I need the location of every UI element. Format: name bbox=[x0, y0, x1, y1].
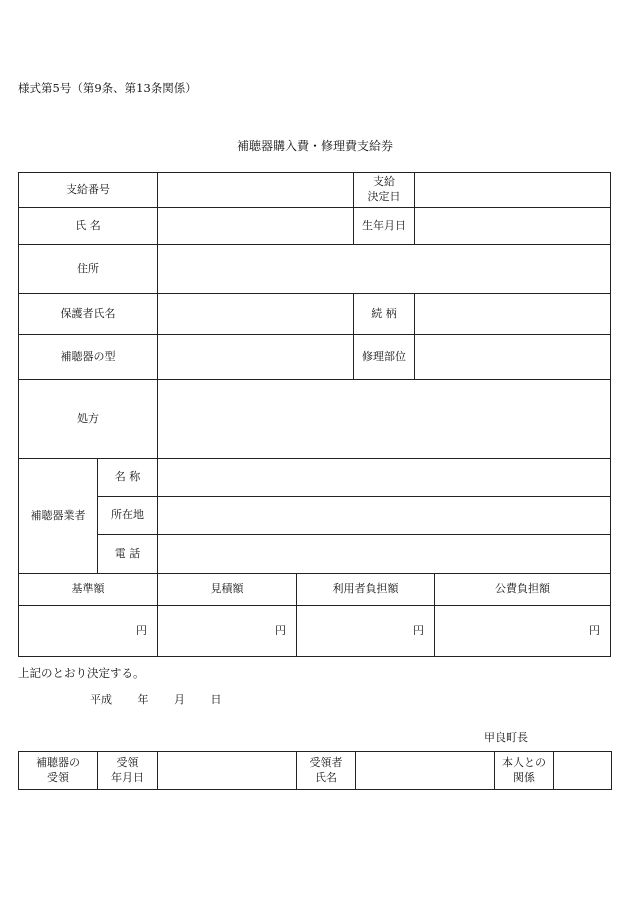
standard-amount-label: 基準額 bbox=[18, 573, 158, 606]
name-field[interactable] bbox=[157, 207, 354, 245]
relationship-field[interactable] bbox=[414, 293, 611, 335]
receiver-name-field[interactable] bbox=[355, 751, 495, 790]
user-burden-label: 利用者負担額 bbox=[296, 573, 435, 606]
yen-unit: 円 bbox=[275, 623, 286, 637]
vendor-name-field[interactable] bbox=[157, 458, 611, 497]
year-label: 年 bbox=[137, 693, 149, 706]
guardian-name-label: 保護者氏名 bbox=[18, 293, 158, 335]
repair-part-field[interactable] bbox=[414, 334, 611, 380]
name-label: 氏 名 bbox=[18, 207, 158, 245]
guardian-name-field[interactable] bbox=[157, 293, 354, 335]
prescription-field[interactable] bbox=[157, 379, 611, 459]
estimate-amount-field[interactable] bbox=[157, 605, 297, 657]
payment-number-field[interactable] bbox=[157, 172, 354, 208]
public-burden-label: 公費負担額 bbox=[434, 573, 611, 606]
receiver-name-label: 受領者 氏名 bbox=[296, 751, 356, 790]
vendor-location-label: 所在地 bbox=[97, 496, 158, 535]
yen-unit: 円 bbox=[413, 623, 424, 637]
address-label: 住所 bbox=[18, 244, 158, 294]
repair-part-label: 修理部位 bbox=[353, 334, 415, 380]
decision-date-label: 支給 決定日 bbox=[353, 172, 415, 208]
day-label: 日 bbox=[210, 693, 222, 706]
relationship-to-person-label: 本人との 関係 bbox=[494, 751, 554, 790]
vendor-phone-label: 電 話 bbox=[97, 534, 158, 574]
document-title: 補聴器購入費・修理費支給券 bbox=[236, 139, 393, 153]
era-label: 平成 bbox=[90, 693, 112, 706]
hearing-aid-type-label: 補聴器の型 bbox=[18, 334, 158, 380]
public-burden-field[interactable] bbox=[434, 605, 611, 657]
vendor-label: 補聴器業者 bbox=[18, 458, 98, 574]
receipt-date-field[interactable] bbox=[157, 751, 297, 790]
decision-statement: 上記のとおり決定する。 bbox=[18, 666, 145, 680]
birthdate-field[interactable] bbox=[414, 207, 611, 245]
issuer-name: 甲良町長 bbox=[484, 731, 528, 744]
received-label: 補聴器の 受領 bbox=[18, 751, 98, 790]
birthdate-label: 生年月日 bbox=[353, 207, 415, 245]
vendor-location-field[interactable] bbox=[157, 496, 611, 535]
decision-date-line bbox=[90, 691, 244, 707]
standard-amount-field[interactable] bbox=[18, 605, 158, 657]
estimate-amount-label: 見積額 bbox=[157, 573, 297, 606]
relationship-label: 続 柄 bbox=[353, 293, 415, 335]
yen-unit: 円 bbox=[136, 623, 147, 637]
relationship-to-person-field[interactable] bbox=[553, 751, 612, 790]
yen-unit: 円 bbox=[589, 623, 600, 637]
hearing-aid-type-field[interactable] bbox=[157, 334, 354, 380]
address-field[interactable] bbox=[157, 244, 611, 294]
receipt-date-label: 受領 年月日 bbox=[97, 751, 158, 790]
vendor-name-label: 名 称 bbox=[97, 458, 158, 497]
decision-date-field[interactable] bbox=[414, 172, 611, 208]
user-burden-field[interactable] bbox=[296, 605, 435, 657]
vendor-phone-field[interactable] bbox=[157, 534, 611, 574]
month-label: 月 bbox=[174, 693, 185, 706]
payment-number-label: 支給番号 bbox=[18, 172, 158, 208]
prescription-label: 処方 bbox=[18, 379, 158, 459]
form-number: 様式第5号（第9条、第13条関係） bbox=[18, 81, 197, 95]
